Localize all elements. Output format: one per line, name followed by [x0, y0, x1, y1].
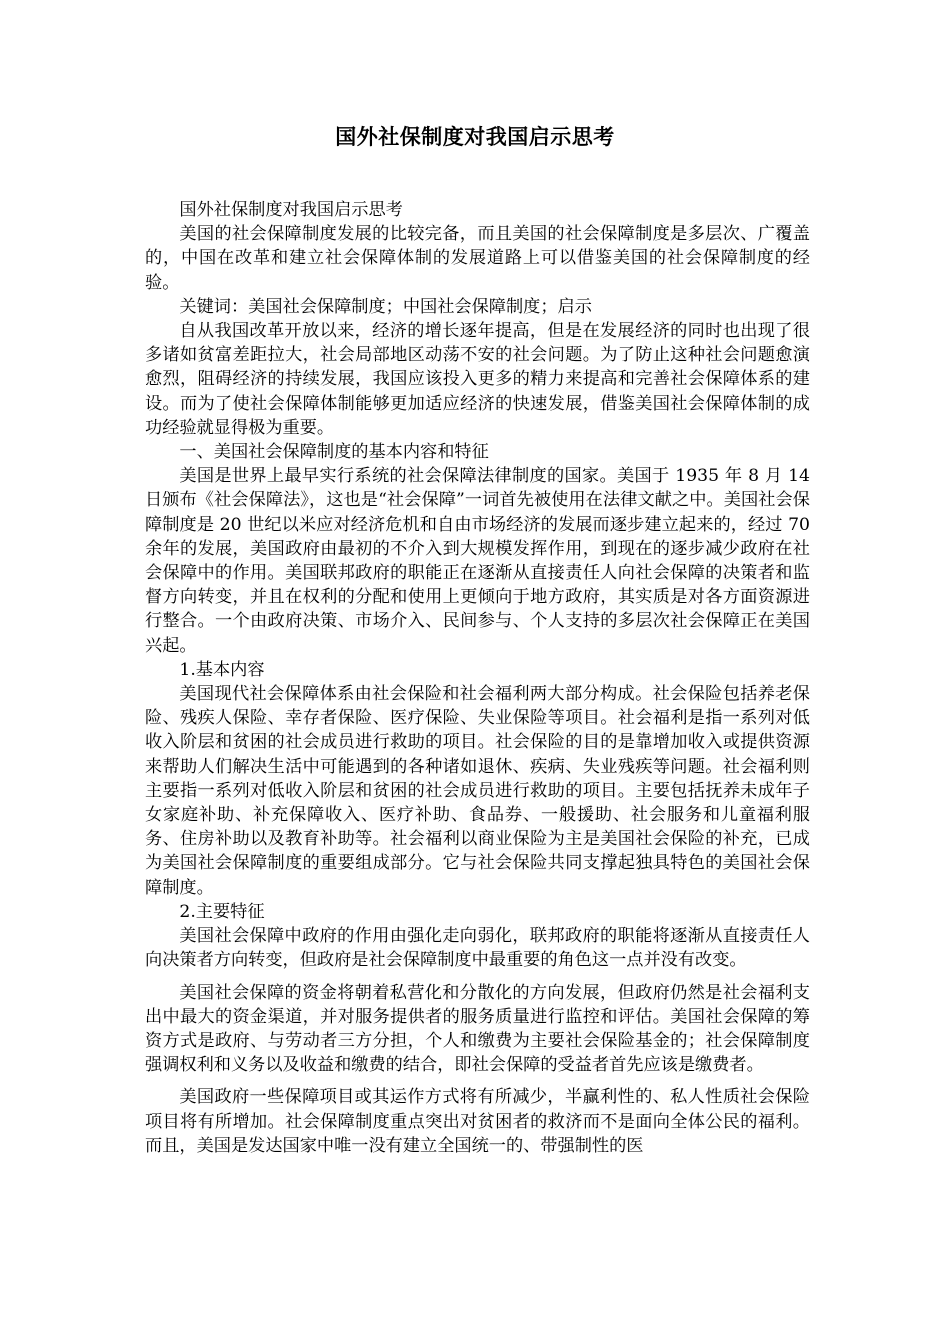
paragraph-keywords: 关键词：美国社会保障制度；中国社会保障制度；启示	[179, 296, 592, 317]
paragraph-history: 美国是世界上最早实行系统的社会保障法律制度的国家。美国于 1935 年 8 月 14 日颁布《社会保障法》，这也是“社会保障”一词首先被使用在法律文献之中。美国社会保障制度是 20 世纪以米应对经济危机和自由市场经济的发展而逐步建立起来的，经过 70 余年的发展，美国政府由最初的不介入到大规模发挥作用，到现在的逐步减少政府在社会保障中的作用。美国联邦政府的职能正在逐渐从直接责任人向社会保障的决策者和监督方向转变，并且在权利的分配和使用上更倾向于地方政府，其实质是对各方面资源进行整合。一个由政府决策、市场介入、民间参与、个人支持的多层次社会保障正在美国兴起。	[145, 466, 810, 656]
paragraph-feature-funding: 美国社会保障的资金将朝着私营化和分散化的方向发展，但政府仍然是社会福利支出中最大的资金渠道，并对服务提供者的服务质量进行监控和评估。美国社会保障的筹资方式是政府、与劳动者三方分担，个人和缴费为主要社会保险基金的；社会保障制度强调权利和义务以及收益和缴费的结合，即社会保障的受益者首先应该是缴费者。	[145, 982, 810, 1076]
paragraph-basic-content: 美国现代社会保障体系由社会保险和社会福利两大部分构成。社会保险包括养老保险、残疾人保险、幸存者保险、医疗保险、失业保险等项目。社会福利是指一系列对低收入阶层和贫困的社会成员进行救助的项目。社会保险的目的是靠增加收入或提供资源来帮助人们解决生活中可能遇到的各种诸如退休、疾病、失业残疾等问题。社会福利则主要指一系列对低收入阶层和贫困的社会成员进行救助的项目。主要包括抚养未成年子女家庭补助、补充保障收入、医疗补助、食品券、一般援助、社会服务和儿童福利服务、住房补助以及教育补助等。社会福利以商业保险为主是美国社会保险的补充，已成为美国社会保障制度的重要组成部分。它与社会保险共同支撑起独具特色的美国社会保障制度。	[145, 684, 810, 898]
paragraph-introduction: 自从我国改革开放以来，经济的增长逐年提高，但是在发展经济的同时也出现了很多诸如贫富差距拉大，社会局部地区动荡不安的社会问题。为了防止这种社会问题愈演愈烈，阻碍经济的持续发展，我国应该投入更多的精力来提高和完善社会保障体系的建设。而为了使社会保障体制能够更加适应经济的快速发展，借鉴美国社会保障体制的成功经验就显得极为重要。	[145, 321, 810, 438]
document-title: 国外社保制度对我国启示思考	[335, 124, 615, 149]
section-heading-1: 一、美国社会保障制度的基本内容和特征	[179, 442, 489, 463]
subsection-heading-basic-content: 1.基本内容	[179, 659, 265, 680]
document-body	[145, 198, 810, 1158]
subsection-heading-main-features: 2.主要特征	[179, 901, 265, 922]
paragraph-abstract: 美国的社会保障制度发展的比较完备，而且美国的社会保障制度是多层次、广覆盖的，中国在改革和建立社会保障体制的发展道路上可以借鉴美国的社会保障制度的经验。	[145, 224, 810, 293]
paragraph-feature-government-role: 美国社会保障中政府的作用由强化走向弱化，联邦政府的职能将逐渐从直接责任人向决策者方向转变，但政府是社会保障制度中最重要的角色这一点并没有改变。	[145, 926, 810, 971]
paragraph-feature-programs: 美国政府一些保障项目或其运作方式将有所减少，半赢利性的、私人性质社会保险项目将有所增加。社会保障制度重点突出对贫困者的救济而不是面向全体公民的福利。而且，美国是发达国家中唯一没有建立全国统一的、带强制性的医	[145, 1087, 810, 1156]
paragraph-subtitle: 国外社保制度对我国启示思考	[179, 200, 403, 220]
